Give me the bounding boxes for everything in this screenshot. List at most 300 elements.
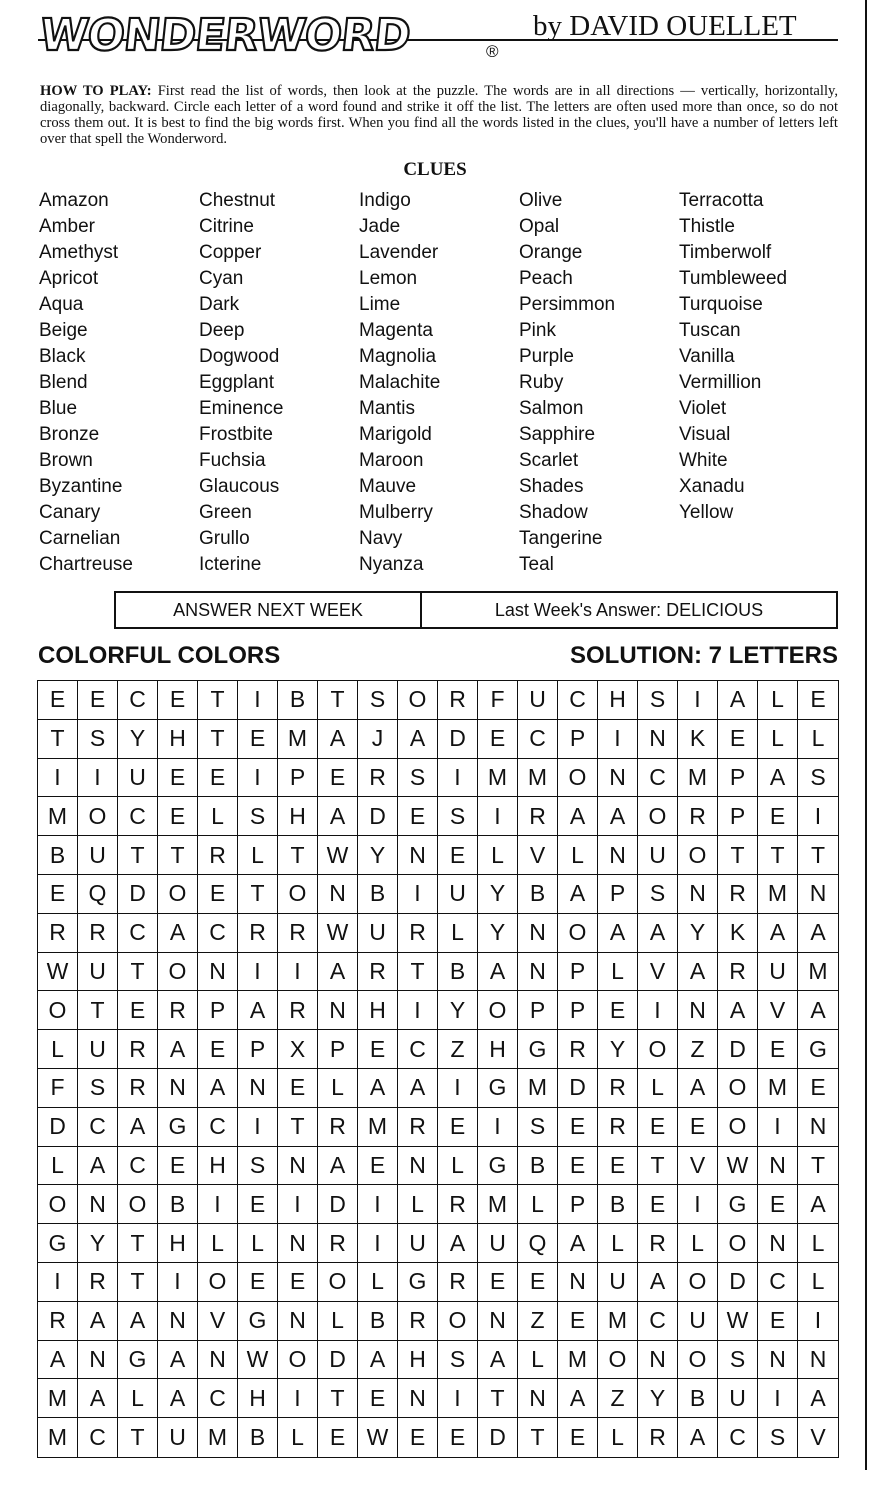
grid-cell[interactable]: B	[278, 681, 318, 720]
grid-cell[interactable]: E	[158, 1147, 198, 1186]
clue-word[interactable]: Magnolia	[359, 346, 437, 367]
grid-cell[interactable]: E	[518, 1263, 558, 1302]
grid-cell[interactable]: T	[38, 720, 78, 759]
clue-word[interactable]: Amazon	[39, 190, 109, 211]
grid-cell[interactable]: G	[398, 1263, 438, 1302]
grid-cell[interactable]: I	[278, 953, 318, 992]
grid-cell[interactable]: A	[158, 1379, 198, 1418]
grid-cell[interactable]: Y	[78, 1224, 118, 1263]
grid-cell[interactable]: O	[278, 1341, 318, 1380]
grid-cell[interactable]: E	[38, 681, 78, 720]
grid-cell[interactable]: E	[198, 759, 238, 798]
grid-cell[interactable]: E	[718, 720, 758, 759]
grid-cell[interactable]: C	[118, 681, 158, 720]
clue-word[interactable]: Chestnut	[199, 190, 276, 211]
grid-cell[interactable]: N	[598, 836, 638, 875]
grid-cell[interactable]: L	[318, 1069, 358, 1108]
grid-cell[interactable]: L	[358, 1263, 398, 1302]
grid-cell[interactable]: L	[38, 1147, 78, 1186]
grid-cell[interactable]: E	[398, 797, 438, 836]
grid-cell[interactable]: U	[678, 1302, 718, 1341]
grid-cell[interactable]: S	[718, 1341, 758, 1380]
grid-cell[interactable]: A	[318, 1147, 358, 1186]
grid-cell[interactable]: L	[318, 1302, 358, 1341]
grid-cell[interactable]: E	[558, 1108, 598, 1147]
grid-cell[interactable]: M	[278, 720, 318, 759]
grid-cell[interactable]: A	[598, 797, 638, 836]
clue-word[interactable]: Frostbite	[199, 424, 273, 445]
grid-cell[interactable]: E	[118, 991, 158, 1030]
grid-cell[interactable]: E	[358, 1030, 398, 1069]
grid-cell[interactable]: E	[158, 681, 198, 720]
grid-cell[interactable]: E	[318, 759, 358, 798]
grid-cell[interactable]: E	[438, 1108, 478, 1147]
grid-cell[interactable]: A	[638, 1263, 678, 1302]
grid-cell[interactable]: T	[278, 836, 318, 875]
grid-cell[interactable]: A	[158, 1341, 198, 1380]
grid-cell[interactable]: H	[478, 1030, 518, 1069]
grid-cell[interactable]: W	[718, 1302, 758, 1341]
grid-cell[interactable]: S	[518, 1108, 558, 1147]
grid-cell[interactable]: U	[158, 1418, 198, 1457]
grid-cell[interactable]: E	[598, 1147, 638, 1186]
grid-cell[interactable]: R	[198, 836, 238, 875]
clue-word[interactable]: Teal	[519, 554, 554, 575]
grid-cell[interactable]: E	[438, 1418, 478, 1457]
clue-word[interactable]: Amethyst	[39, 242, 119, 263]
grid-cell[interactable]: L	[238, 1224, 278, 1263]
clue-word[interactable]: Chartreuse	[39, 554, 133, 575]
grid-cell[interactable]: B	[238, 1418, 278, 1457]
grid-cell[interactable]: C	[398, 1030, 438, 1069]
grid-cell[interactable]: N	[398, 836, 438, 875]
grid-cell[interactable]: A	[598, 914, 638, 953]
grid-cell[interactable]: L	[478, 836, 518, 875]
grid-cell[interactable]: O	[438, 1302, 478, 1341]
grid-cell[interactable]: O	[158, 875, 198, 914]
clue-word[interactable]: Navy	[359, 528, 403, 549]
clue-word[interactable]: Byzantine	[39, 476, 123, 497]
grid-cell[interactable]: R	[518, 797, 558, 836]
grid-cell[interactable]: W	[318, 836, 358, 875]
clue-word[interactable]: Mauve	[359, 476, 417, 497]
clue-word[interactable]: Beige	[39, 320, 88, 341]
grid-cell[interactable]: R	[278, 991, 318, 1030]
grid-cell[interactable]: P	[238, 1030, 278, 1069]
grid-cell[interactable]: V	[758, 991, 798, 1030]
grid-cell[interactable]: W	[318, 914, 358, 953]
grid-cell[interactable]: A	[558, 1379, 598, 1418]
clue-word[interactable]: Carnelian	[39, 528, 121, 549]
grid-cell[interactable]: U	[78, 953, 118, 992]
grid-cell[interactable]: B	[518, 1147, 558, 1186]
grid-cell[interactable]: O	[638, 797, 678, 836]
grid-cell[interactable]: R	[438, 1263, 478, 1302]
grid-cell[interactable]: E	[478, 1263, 518, 1302]
clue-word[interactable]: Icterine	[199, 554, 262, 575]
clue-word[interactable]: Timberwolf	[679, 242, 772, 263]
grid-cell[interactable]: E	[758, 797, 798, 836]
clue-word[interactable]: Deep	[199, 320, 245, 341]
grid-cell[interactable]: O	[118, 1185, 158, 1224]
grid-cell[interactable]: T	[758, 836, 798, 875]
grid-cell[interactable]: R	[598, 1069, 638, 1108]
grid-cell[interactable]: E	[798, 681, 838, 720]
grid-cell[interactable]: S	[78, 1069, 118, 1108]
grid-cell[interactable]: E	[638, 1185, 678, 1224]
clue-word[interactable]: Eggplant	[199, 372, 275, 393]
grid-cell[interactable]: A	[798, 1185, 838, 1224]
grid-cell[interactable]: N	[598, 759, 638, 798]
grid-cell[interactable]: A	[718, 681, 758, 720]
grid-cell[interactable]: A	[438, 1224, 478, 1263]
grid-cell[interactable]: R	[38, 1302, 78, 1341]
grid-cell[interactable]: U	[78, 836, 118, 875]
grid-cell[interactable]: L	[438, 914, 478, 953]
grid-cell[interactable]: R	[638, 1224, 678, 1263]
grid-cell[interactable]: G	[798, 1030, 838, 1069]
grid-cell[interactable]: A	[238, 991, 278, 1030]
grid-cell[interactable]: I	[198, 1185, 238, 1224]
grid-cell[interactable]: E	[398, 1418, 438, 1457]
grid-cell[interactable]: A	[558, 875, 598, 914]
grid-cell[interactable]: U	[358, 914, 398, 953]
grid-cell[interactable]: V	[678, 1147, 718, 1186]
clue-word[interactable]: Sapphire	[519, 424, 596, 445]
grid-cell[interactable]: E	[758, 1302, 798, 1341]
grid-cell[interactable]: E	[278, 1069, 318, 1108]
grid-cell[interactable]: A	[118, 1302, 158, 1341]
grid-cell[interactable]: K	[678, 720, 718, 759]
clue-word[interactable]: Dogwood	[199, 346, 280, 367]
grid-cell[interactable]: I	[398, 991, 438, 1030]
grid-cell[interactable]: E	[358, 1379, 398, 1418]
grid-cell[interactable]: N	[798, 875, 838, 914]
clue-word[interactable]: Maroon	[359, 450, 424, 471]
clue-word[interactable]: Black	[39, 346, 86, 367]
grid-cell[interactable]: T	[518, 1418, 558, 1457]
grid-cell[interactable]: T	[118, 1224, 158, 1263]
grid-cell[interactable]: Z	[678, 1030, 718, 1069]
grid-cell[interactable]: C	[558, 681, 598, 720]
grid-cell[interactable]: T	[118, 1418, 158, 1457]
grid-cell[interactable]: T	[278, 1108, 318, 1147]
clue-word[interactable]: Peach	[519, 268, 573, 289]
grid-cell[interactable]: R	[558, 1030, 598, 1069]
grid-cell[interactable]: A	[758, 759, 798, 798]
grid-cell[interactable]: M	[558, 1341, 598, 1380]
clue-word[interactable]: Bronze	[39, 424, 100, 445]
grid-cell[interactable]: S	[798, 759, 838, 798]
grid-cell[interactable]: L	[198, 797, 238, 836]
grid-cell[interactable]: M	[358, 1108, 398, 1147]
grid-cell[interactable]: E	[238, 1185, 278, 1224]
grid-cell[interactable]: R	[318, 1224, 358, 1263]
grid-cell[interactable]: Y	[478, 914, 518, 953]
grid-cell[interactable]: D	[358, 797, 398, 836]
grid-cell[interactable]: O	[598, 1341, 638, 1380]
grid-cell[interactable]: A	[718, 991, 758, 1030]
grid-cell[interactable]: H	[158, 1224, 198, 1263]
grid-cell[interactable]: D	[438, 720, 478, 759]
grid-cell[interactable]: M	[518, 1069, 558, 1108]
grid-cell[interactable]: R	[38, 914, 78, 953]
grid-cell[interactable]: C	[118, 797, 158, 836]
grid-cell[interactable]: L	[198, 1224, 238, 1263]
clue-word[interactable]: Thistle	[679, 216, 735, 237]
grid-cell[interactable]: R	[358, 953, 398, 992]
grid-cell[interactable]: I	[678, 681, 718, 720]
grid-cell[interactable]: T	[198, 720, 238, 759]
grid-cell[interactable]: G	[38, 1224, 78, 1263]
clue-word[interactable]: Amber	[39, 216, 95, 237]
grid-cell[interactable]: L	[518, 1185, 558, 1224]
grid-cell[interactable]: N	[518, 914, 558, 953]
grid-cell[interactable]: P	[718, 759, 758, 798]
grid-cell[interactable]: R	[238, 914, 278, 953]
grid-cell[interactable]: P	[558, 953, 598, 992]
grid-cell[interactable]: S	[638, 681, 678, 720]
grid-cell[interactable]: P	[718, 797, 758, 836]
grid-cell[interactable]: G	[158, 1108, 198, 1147]
grid-cell[interactable]: I	[358, 1185, 398, 1224]
grid-cell[interactable]: L	[798, 1263, 838, 1302]
clue-word[interactable]: Malachite	[359, 372, 441, 393]
grid-cell[interactable]: E	[798, 1069, 838, 1108]
grid-cell[interactable]: M	[798, 953, 838, 992]
grid-cell[interactable]: T	[798, 836, 838, 875]
grid-cell[interactable]: R	[118, 1030, 158, 1069]
grid-cell[interactable]: L	[798, 1224, 838, 1263]
grid-cell[interactable]: E	[758, 1030, 798, 1069]
grid-cell[interactable]: A	[558, 797, 598, 836]
grid-cell[interactable]: O	[478, 991, 518, 1030]
grid-cell[interactable]: I	[238, 1108, 278, 1147]
grid-cell[interactable]: N	[678, 875, 718, 914]
grid-cell[interactable]: R	[718, 875, 758, 914]
grid-cell[interactable]: Q	[518, 1224, 558, 1263]
grid-cell[interactable]: I	[238, 681, 278, 720]
grid-cell[interactable]: O	[718, 1224, 758, 1263]
grid-cell[interactable]: A	[678, 1418, 718, 1457]
grid-cell[interactable]: R	[358, 759, 398, 798]
grid-cell[interactable]: N	[278, 1302, 318, 1341]
grid-cell[interactable]: I	[798, 1302, 838, 1341]
grid-cell[interactable]: E	[478, 720, 518, 759]
grid-cell[interactable]: C	[118, 1147, 158, 1186]
grid-cell[interactable]: T	[158, 836, 198, 875]
grid-cell[interactable]: C	[718, 1418, 758, 1457]
grid-cell[interactable]: E	[438, 836, 478, 875]
grid-cell[interactable]: I	[598, 720, 638, 759]
grid-cell[interactable]: E	[598, 991, 638, 1030]
grid-cell[interactable]: Q	[78, 875, 118, 914]
grid-cell[interactable]: U	[598, 1263, 638, 1302]
grid-cell[interactable]: U	[638, 836, 678, 875]
grid-cell[interactable]: N	[518, 953, 558, 992]
grid-cell[interactable]: A	[478, 1341, 518, 1380]
grid-cell[interactable]: A	[798, 914, 838, 953]
grid-cell[interactable]: I	[758, 1379, 798, 1418]
grid-cell[interactable]: A	[358, 1069, 398, 1108]
grid-cell[interactable]: I	[238, 759, 278, 798]
grid-cell[interactable]: E	[358, 1147, 398, 1186]
grid-cell[interactable]: L	[238, 836, 278, 875]
grid-cell[interactable]: Z	[518, 1302, 558, 1341]
grid-cell[interactable]: N	[278, 1147, 318, 1186]
grid-cell[interactable]: T	[398, 953, 438, 992]
grid-cell[interactable]: S	[238, 1147, 278, 1186]
grid-cell[interactable]: B	[598, 1185, 638, 1224]
grid-cell[interactable]: I	[798, 797, 838, 836]
grid-cell[interactable]: C	[638, 1302, 678, 1341]
grid-cell[interactable]: R	[718, 953, 758, 992]
grid-cell[interactable]: S	[438, 1341, 478, 1380]
grid-cell[interactable]: E	[238, 720, 278, 759]
clue-word[interactable]: Terracotta	[679, 190, 764, 211]
grid-cell[interactable]: N	[478, 1302, 518, 1341]
grid-cell[interactable]: S	[758, 1418, 798, 1457]
grid-cell[interactable]: O	[318, 1263, 358, 1302]
clue-word[interactable]: Copper	[199, 242, 262, 263]
grid-cell[interactable]: L	[518, 1341, 558, 1380]
grid-cell[interactable]: M	[518, 759, 558, 798]
grid-cell[interactable]: C	[118, 914, 158, 953]
grid-cell[interactable]: R	[638, 1418, 678, 1457]
clue-word[interactable]: Citrine	[199, 216, 254, 237]
grid-cell[interactable]: A	[78, 1302, 118, 1341]
grid-cell[interactable]: E	[198, 1030, 238, 1069]
clue-word[interactable]: Blue	[39, 398, 78, 419]
grid-cell[interactable]: M	[758, 875, 798, 914]
grid-cell[interactable]: G	[478, 1069, 518, 1108]
grid-cell[interactable]: I	[78, 759, 118, 798]
grid-cell[interactable]: N	[78, 1185, 118, 1224]
grid-cell[interactable]: I	[158, 1263, 198, 1302]
grid-cell[interactable]: E	[38, 875, 78, 914]
grid-cell[interactable]: O	[158, 953, 198, 992]
grid-cell[interactable]: C	[78, 1418, 118, 1457]
grid-cell[interactable]: G	[118, 1341, 158, 1380]
grid-cell[interactable]: T	[118, 953, 158, 992]
grid-cell[interactable]: G	[238, 1302, 278, 1341]
grid-cell[interactable]: U	[478, 1224, 518, 1263]
grid-cell[interactable]: A	[78, 1379, 118, 1418]
grid-cell[interactable]: O	[678, 1263, 718, 1302]
grid-cell[interactable]: B	[38, 836, 78, 875]
grid-cell[interactable]: M	[598, 1302, 638, 1341]
grid-cell[interactable]: L	[758, 720, 798, 759]
grid-cell[interactable]: H	[598, 681, 638, 720]
grid-cell[interactable]: V	[810, 1424, 826, 1451]
clue-word[interactable]: Xanadu	[679, 476, 745, 497]
grid-cell[interactable]: H	[238, 1379, 278, 1418]
clue-word[interactable]: Vanilla	[679, 346, 735, 367]
grid-cell[interactable]: O	[718, 1108, 758, 1147]
grid-cell[interactable]: M	[38, 1379, 78, 1418]
grid-cell[interactable]: A	[118, 1108, 158, 1147]
grid-cell[interactable]: O	[398, 681, 438, 720]
grid-cell[interactable]: I	[278, 1379, 318, 1418]
grid-cell[interactable]: T	[78, 991, 118, 1030]
grid-cell[interactable]: R	[278, 914, 318, 953]
clue-word[interactable]: Eminence	[199, 398, 284, 419]
grid-cell[interactable]: A	[478, 953, 518, 992]
grid-cell[interactable]: R	[118, 1069, 158, 1108]
grid-cell[interactable]: D	[718, 1263, 758, 1302]
grid-cell[interactable]: P	[278, 759, 318, 798]
grid-cell[interactable]: N	[238, 1069, 278, 1108]
grid-cell[interactable]: P	[558, 1185, 598, 1224]
grid-cell[interactable]: I	[678, 1185, 718, 1224]
grid-cell[interactable]: I	[38, 1263, 78, 1302]
grid-cell[interactable]: A	[798, 1379, 838, 1418]
clue-word[interactable]: Lemon	[359, 268, 418, 289]
clue-word[interactable]: Dark	[199, 294, 240, 315]
grid-cell[interactable]: N	[198, 953, 238, 992]
grid-cell[interactable]: N	[318, 875, 358, 914]
grid-cell[interactable]: N	[678, 991, 718, 1030]
clue-word[interactable]: Scarlet	[519, 450, 579, 471]
grid-cell[interactable]: N	[758, 1147, 798, 1186]
grid-cell[interactable]: A	[638, 914, 678, 953]
grid-cell[interactable]: G	[718, 1185, 758, 1224]
grid-cell[interactable]: U	[438, 875, 478, 914]
grid-cell[interactable]: C	[198, 1379, 238, 1418]
clue-word[interactable]: Vermillion	[679, 372, 762, 393]
clue-word[interactable]: Fuchsia	[199, 450, 266, 471]
grid-cell[interactable]: E	[78, 681, 118, 720]
grid-cell[interactable]: D	[38, 1108, 78, 1147]
grid-cell[interactable]: R	[598, 1108, 638, 1147]
grid-cell[interactable]: E	[558, 1147, 598, 1186]
grid-cell[interactable]: G	[478, 1147, 518, 1186]
grid-cell[interactable]: B	[438, 953, 478, 992]
grid-cell[interactable]: I	[278, 1185, 318, 1224]
grid-cell[interactable]: R	[398, 1108, 438, 1147]
grid-cell[interactable]: M	[38, 1418, 78, 1457]
grid-cell[interactable]: N	[198, 1341, 238, 1380]
grid-cell[interactable]: O	[558, 914, 598, 953]
grid-cell[interactable]: E	[638, 1108, 678, 1147]
grid-cell[interactable]: I	[438, 1379, 478, 1418]
grid-cell[interactable]: L	[598, 953, 638, 992]
grid-cell[interactable]: X	[278, 1030, 318, 1069]
grid-cell[interactable]: I	[358, 1224, 398, 1263]
grid-cell[interactable]: A	[198, 1069, 238, 1108]
grid-cell[interactable]: O	[38, 1185, 78, 1224]
clue-word[interactable]: Brown	[39, 450, 93, 471]
grid-cell[interactable]: T	[118, 1263, 158, 1302]
grid-cell[interactable]: A	[558, 1224, 598, 1263]
grid-cell[interactable]: Y	[438, 991, 478, 1030]
grid-cell[interactable]: A	[318, 797, 358, 836]
clue-word[interactable]: Magenta	[359, 320, 433, 341]
grid-cell[interactable]: N	[758, 1224, 798, 1263]
grid-cell[interactable]: C	[758, 1263, 798, 1302]
clue-word[interactable]: Pink	[519, 320, 556, 341]
grid-cell[interactable]: I	[38, 759, 78, 798]
grid-cell[interactable]: H	[398, 1341, 438, 1380]
grid-cell[interactable]: I	[238, 953, 278, 992]
grid-cell[interactable]: A	[158, 914, 198, 953]
grid-cell[interactable]: N	[78, 1341, 118, 1380]
clue-word[interactable]: Blend	[39, 372, 88, 393]
grid-cell[interactable]: Z	[598, 1379, 638, 1418]
grid-cell[interactable]: E	[278, 1263, 318, 1302]
grid-cell[interactable]: N	[158, 1302, 198, 1341]
grid-cell[interactable]: O	[38, 991, 78, 1030]
